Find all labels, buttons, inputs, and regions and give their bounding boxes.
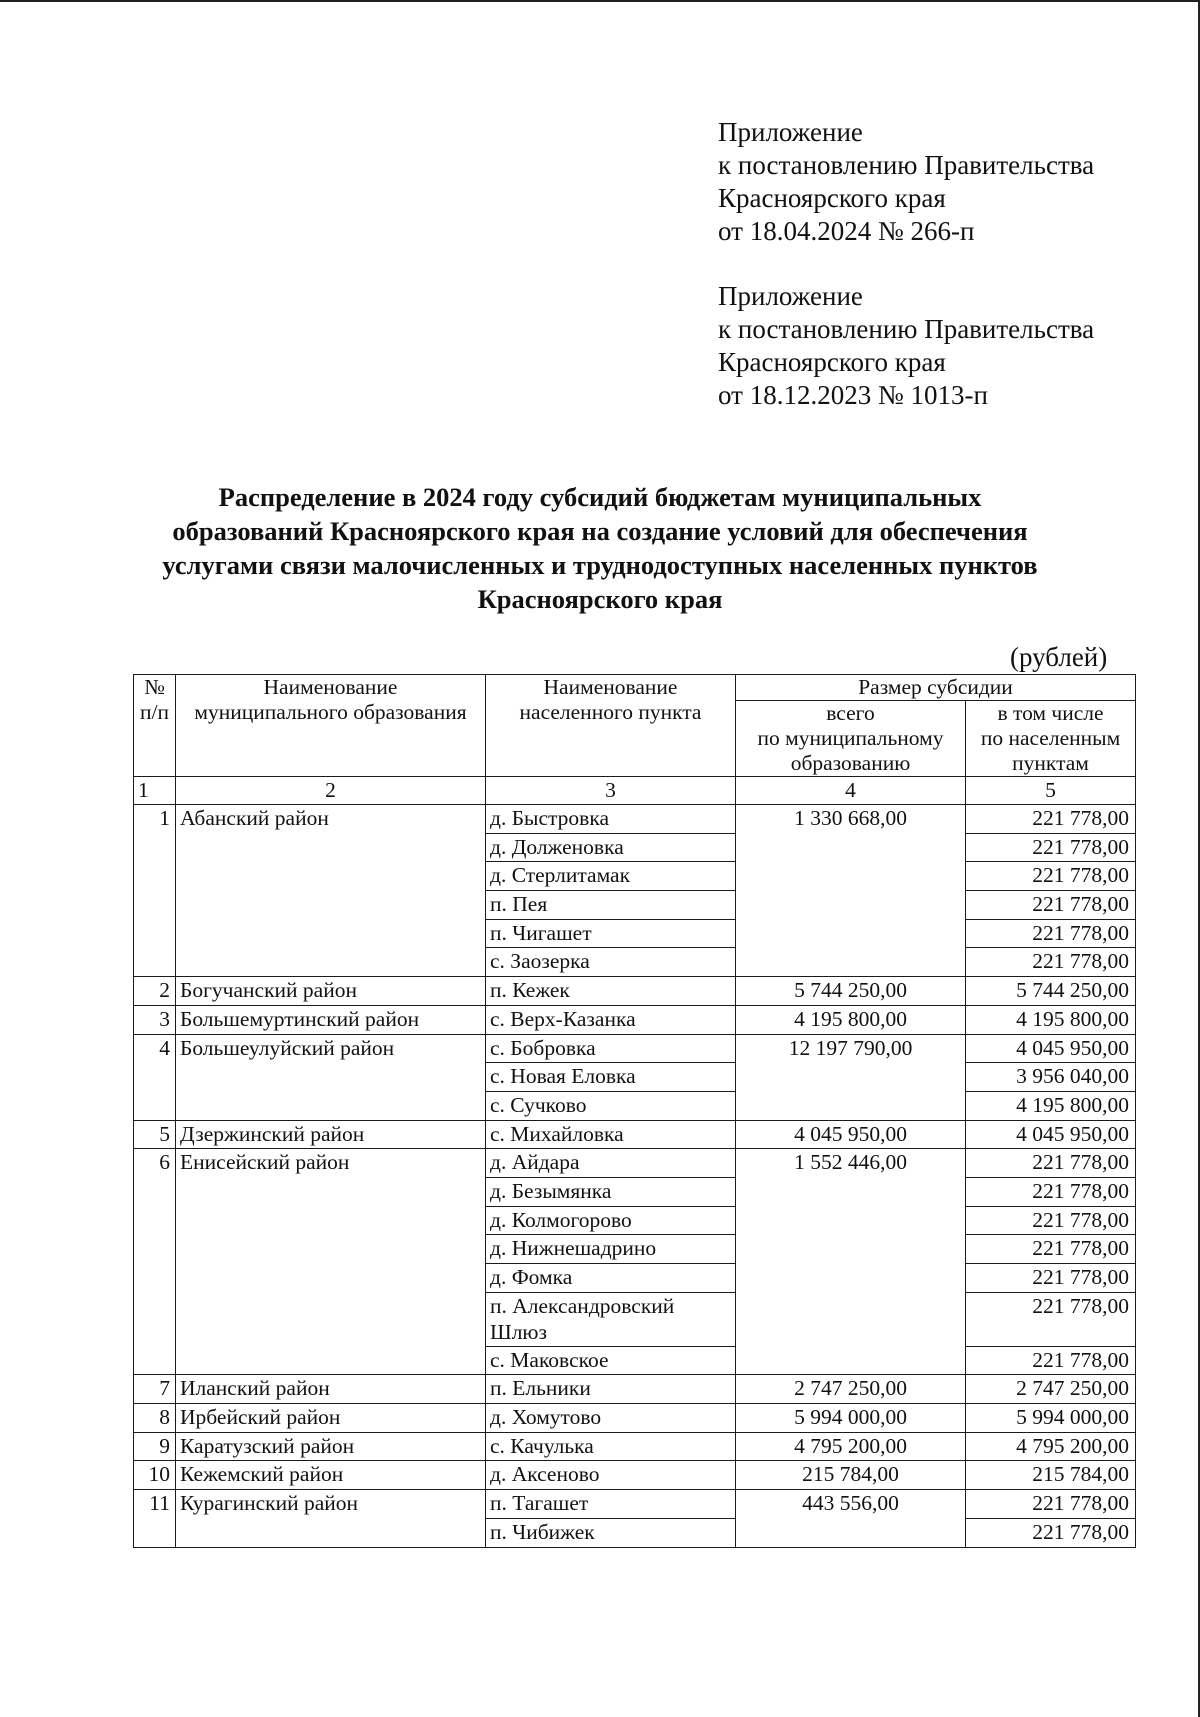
header-settlement-line2: населенного пункта (519, 700, 702, 724)
column-index: 1 (134, 777, 176, 805)
municipality-total: 12 197 790,00 (736, 1034, 966, 1120)
table-row (134, 1461, 1136, 1490)
settlement-name: п. Тагашет (486, 1490, 736, 1519)
header-subsidy: Размер субсидии (736, 675, 1136, 701)
row-number: 3 (134, 1005, 176, 1034)
settlement-amount: 221 778,00 (966, 833, 1136, 862)
header-num-line1: № (144, 675, 165, 699)
settlement-amount: 221 778,00 (966, 1206, 1136, 1235)
settlement-amount: 221 778,00 (966, 1177, 1136, 1206)
header-num (134, 675, 176, 777)
settlement-name: с. Верх-Казанка (486, 1005, 736, 1034)
settlement-amount: 221 778,00 (966, 805, 1136, 834)
settlement-amount: 221 778,00 (966, 891, 1136, 920)
table-row (134, 805, 1136, 834)
table-row (134, 1490, 1136, 1519)
settlement-name: с. Маковское (486, 1346, 736, 1375)
settlement-name: п. Кежек (486, 977, 736, 1006)
settlement-amount: 221 778,00 (966, 1149, 1136, 1178)
settlement-name: д. Хомутово (486, 1404, 736, 1433)
row-number: 11 (134, 1490, 176, 1547)
approval-label: Приложение (718, 117, 863, 147)
settlement-name: д. Стерлитамак (486, 862, 736, 891)
column-index: 5 (966, 777, 1136, 805)
column-index-row (134, 777, 1136, 805)
settlement-amount: 5 994 000,00 (966, 1404, 1136, 1433)
approval-label: Приложение (718, 281, 863, 311)
municipality-name: Енисейский район (176, 1149, 486, 1375)
municipality-total: 4 045 950,00 (736, 1120, 966, 1149)
municipality-name: Ирбейский район (176, 1404, 486, 1433)
settlement-amount: 221 778,00 (966, 1346, 1136, 1375)
table-row (134, 1120, 1136, 1149)
municipality-name: Богучанский район (176, 977, 486, 1006)
settlement-name: с. Сучково (486, 1091, 736, 1120)
municipality-total: 443 556,00 (736, 1490, 966, 1547)
approval-date-number: от 18.04.2024 № 266-п (718, 216, 975, 246)
settlement-amount: 5 744 250,00 (966, 977, 1136, 1006)
settlement-name: с. Качулька (486, 1432, 736, 1461)
settlement-name-line2: Шлюз (490, 1319, 547, 1344)
row-number: 2 (134, 977, 176, 1006)
title-line: Распределение в 2024 году субсидий бюджетам муниципальных (218, 482, 982, 512)
settlement-name: п. Чигашет (486, 919, 736, 948)
units-label: (рублей) (1010, 642, 1108, 672)
approval-region: Красноярского края (718, 347, 946, 377)
settlement-amount: 4 195 800,00 (966, 1091, 1136, 1120)
settlement-name-line1: п. Александровский (490, 1293, 675, 1318)
approval-region: Красноярского края (718, 183, 946, 213)
municipality-total: 1 552 446,00 (736, 1149, 966, 1375)
table-row (134, 1375, 1136, 1404)
settlement-amount: 221 778,00 (966, 919, 1136, 948)
settlement-amount: 221 778,00 (966, 862, 1136, 891)
settlement-name: с. Новая Еловка (486, 1063, 736, 1092)
settlement-name: д. Айдара (486, 1149, 736, 1178)
table-header-row (134, 675, 1136, 701)
settlement-name: д. Безымянка (486, 1177, 736, 1206)
approval-date-number: от 18.12.2023 № 1013-п (718, 380, 988, 410)
settlement-amount: 3 956 040,00 (966, 1063, 1136, 1092)
row-number: 7 (134, 1375, 176, 1404)
header-settlement (486, 675, 736, 777)
table-row (134, 1149, 1136, 1178)
header-municipality (176, 675, 486, 777)
title-line: Красноярского края (477, 584, 723, 614)
header-per-line3: пунктам (1012, 751, 1089, 775)
header-total-line2: по муниципальному (757, 726, 944, 750)
scan-edge-top (0, 0, 1200, 2)
settlement-amount: 4 045 950,00 (966, 1034, 1136, 1063)
settlement-amount: 4 195 800,00 (966, 1005, 1136, 1034)
municipality-total: 4 795 200,00 (736, 1432, 966, 1461)
settlement-amount: 4 795 200,00 (966, 1432, 1136, 1461)
approval-block-current (718, 116, 1094, 248)
municipality-name: Большемуртинский район (176, 1005, 486, 1034)
settlement-amount: 4 045 950,00 (966, 1120, 1136, 1149)
document-title (120, 480, 1080, 616)
municipality-total: 1 330 668,00 (736, 805, 966, 977)
settlement-name: д. Нижнешадрино (486, 1235, 736, 1264)
table-row (134, 1432, 1136, 1461)
municipality-total: 215 784,00 (736, 1461, 966, 1490)
column-index: 4 (736, 777, 966, 805)
row-number: 1 (134, 805, 176, 977)
settlement-name: п. Пея (486, 891, 736, 920)
row-number: 8 (134, 1404, 176, 1433)
header-per-line1: в том числе (997, 701, 1104, 725)
header-total-line3: образованию (790, 751, 911, 775)
table-row (134, 1034, 1136, 1063)
title-line: услугами связи малочисленных и труднодоступных населенных пунктов (162, 550, 1038, 580)
header-municipality-line1: Наименование (263, 675, 398, 699)
header-per-line2: по населенным (980, 726, 1121, 750)
subsidy-table (133, 674, 1136, 1548)
settlement-name: д. Фомка (486, 1264, 736, 1293)
settlement-name: п. Ельники (486, 1375, 736, 1404)
table-row (134, 1005, 1136, 1034)
title-line: образований Красноярского края на создание условий для обеспечения (172, 516, 1028, 546)
header-municipality-line2: муниципального образования (194, 700, 467, 724)
column-index: 2 (176, 777, 486, 805)
municipality-total: 2 747 250,00 (736, 1375, 966, 1404)
settlement-name: д. Аксеново (486, 1461, 736, 1490)
municipality-total: 4 195 800,00 (736, 1005, 966, 1034)
settlement-amount: 221 778,00 (966, 1518, 1136, 1547)
column-index: 3 (486, 777, 736, 805)
row-number: 5 (134, 1120, 176, 1149)
municipality-total: 5 994 000,00 (736, 1404, 966, 1433)
settlement-amount: 221 778,00 (966, 1235, 1136, 1264)
header-settlement-line1: Наименование (543, 675, 678, 699)
municipality-name: Дзержинский район (176, 1120, 486, 1149)
header-total-line1: всего (826, 701, 875, 725)
municipality-total: 5 744 250,00 (736, 977, 966, 1006)
municipality-name: Кежемский район (176, 1461, 486, 1490)
settlement-name: с. Заозерка (486, 948, 736, 977)
header-per-settlement (966, 701, 1136, 777)
settlement-name: с. Михайловка (486, 1120, 736, 1149)
approval-block-original (718, 280, 1094, 412)
approval-resolution: к постановлению Правительства (718, 150, 1095, 180)
row-number: 6 (134, 1149, 176, 1375)
settlement-name: д. Долженовка (486, 833, 736, 862)
settlement-name: п. Чибижек (486, 1518, 736, 1547)
settlement-amount: 221 778,00 (966, 1490, 1136, 1519)
table-row (134, 1404, 1136, 1433)
row-number: 10 (134, 1461, 176, 1490)
row-number: 9 (134, 1432, 176, 1461)
municipality-name: Каратузский район (176, 1432, 486, 1461)
approval-resolution: к постановлению Правительства (718, 314, 1095, 344)
settlement-name: с. Бобровка (486, 1034, 736, 1063)
settlement-name: д. Колмогорово (486, 1206, 736, 1235)
settlement-amount: 2 747 250,00 (966, 1375, 1136, 1404)
header-total (736, 701, 966, 777)
settlement-amount: 221 778,00 (966, 1264, 1136, 1293)
municipality-name: Курагинский район (176, 1490, 486, 1547)
row-number: 4 (134, 1034, 176, 1120)
table-row (134, 977, 1136, 1006)
municipality-name: Большеулуйский район (176, 1034, 486, 1120)
settlement-name (486, 1292, 736, 1346)
municipality-name: Абанский район (176, 805, 486, 977)
header-num-line2: п/п (140, 700, 169, 724)
municipality-name: Иланский район (176, 1375, 486, 1404)
settlement-amount: 215 784,00 (966, 1461, 1136, 1490)
settlement-name: д. Быстровка (486, 805, 736, 834)
settlement-amount: 221 778,00 (966, 948, 1136, 977)
settlement-amount: 221 778,00 (966, 1292, 1136, 1346)
